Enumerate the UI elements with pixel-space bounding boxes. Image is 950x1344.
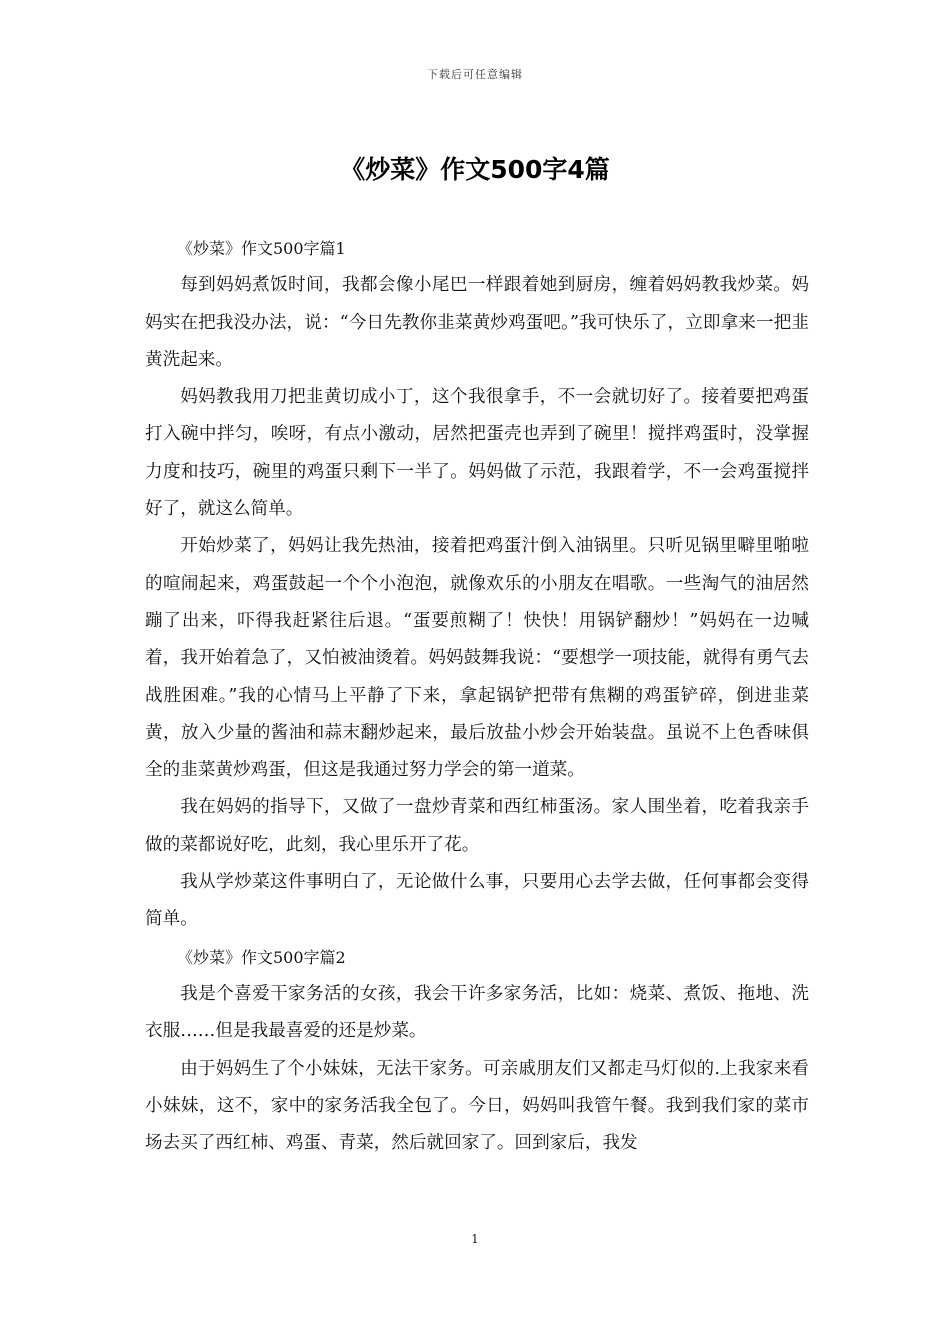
paragraph: 我是个喜爱干家务活的女孩，我会干许多家务活，比如：烧菜、煮饭、拖地、洗衣服……但是我最喜爱的还是炒菜。 bbox=[145, 983, 809, 1042]
paragraph: 我在妈妈的指导下，又做了一盘炒青菜和西红柿蛋汤。家人围坐着，吃着我亲手做的菜都说好吃，此刻，我心里乐开了花。 bbox=[145, 797, 809, 855]
document-title: 《炒菜》作文500字4篇 bbox=[340, 155, 610, 184]
paragraph: 开始炒菜了，妈妈让我先热油，接着把鸡蛋汁倒入油锅里。只听见锅里噼里啪啦的喧闹起来，鸡蛋鼓起一个个小泡泡，就像欢乐的小朋友在唱歌。一些淘气的油居然蹦了出来，吓得我赶紧往后退。“蛋要煎糊了！快快！用锅铲翻炒！”妈妈在一边喊着，我开始着急了，又怕被油烫着。妈妈鼓舞我说：“要想学一项技能，就得有勇气去战胜困难。”我的心情马上平静了下来，拿起锅铲把带有焦糊的鸡蛋铲碎，倒进韭菜黄，放入少量的酱油和蒜末翻炒起来，最后放盐小炒会开始装盘。虽说不上色香味俱全的韭菜黄炒鸡蛋，但这是我通过努力学会的第一道菜。 bbox=[145, 536, 809, 781]
section-heading-2: 《炒菜》作文500字篇2 bbox=[177, 947, 346, 967]
paragraph: 每到妈妈煮饭时间，我都会像小尾巴一样跟着她到厨房，缠着妈妈教我炒菜。妈妈实在把我没办法，说：“今日先教你韭菜黄炒鸡蛋吧。”我可快乐了，立即拿来一把韭黄洗起来。 bbox=[145, 275, 809, 370]
header-note: 下载后可任意编辑 bbox=[427, 68, 523, 81]
paragraph: 由于妈妈生了个小妹妹，无法干家务。可亲戚朋友们又都走马灯似的.上我家来看小妹妹，这不，家中的家务活我全包了。今日，妈妈叫我管午餐。我到我们家的菜市场去买了西红柿、鸡蛋、青菜，然后就回家了。回到家后，我发 bbox=[145, 1058, 809, 1154]
paragraph: 我从学炒菜这件事明白了，无论做什么事，只要用心去学去做，任何事都会变得简单。 bbox=[145, 872, 809, 930]
document-body bbox=[145, 230, 809, 1162]
section-heading-1: 《炒菜》作文500字篇1 bbox=[177, 239, 346, 258]
page-number: 1 bbox=[471, 1232, 479, 1246]
paragraph: 妈妈教我用刀把韭黄切成小丁，这个我很拿手，不一会就切好了。接着要把鸡蛋打入碗中拌匀，唉呀，有点小激动，居然把蛋壳也弄到了碗里！搅拌鸡蛋时，没掌握力度和技巧，碗里的鸡蛋只剩下一半了。妈妈做了示范，我跟着学，不一会鸡蛋搅拌好了，就这么简单。 bbox=[145, 387, 809, 520]
